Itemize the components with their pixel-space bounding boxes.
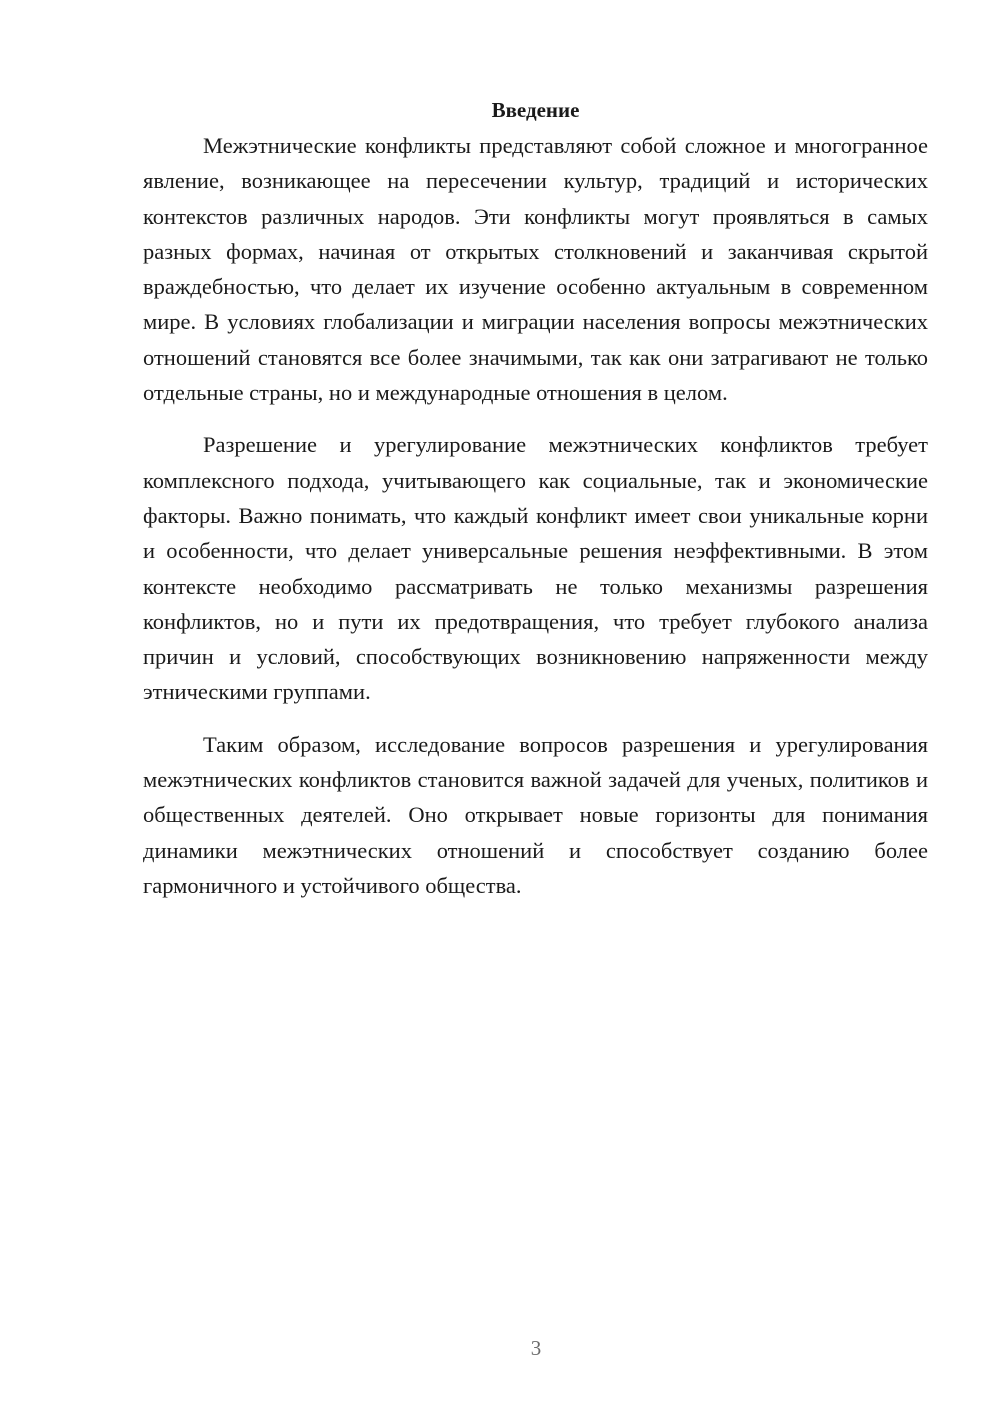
paragraph-2: Разрешение и урегулирование межэтнических конфликтов требует комплексного подхода, учитывающего как социальные, так и экономические факторы. Важно понимать, что каждый конфликт имеет свои уникальные корни и особенности, что делает универсальные решения неэффективными. В этом контексте необходимо рассматривать не только механизмы разрешения конфликтов, но и пути их предотвращения, что требует глубокого анализа причин и условий, способствующих возникновению напряженности между этническими группами. <box>143 432 928 705</box>
section-title: Введение <box>491 98 580 122</box>
page-content <box>143 92 928 903</box>
paragraph-1: Межэтнические конфликты представляют собой сложное и многогранное явление, возникающее на пересечении культур, традиций и исторических контекстов различных народов. Эти конфликты могут проявляться в самых разных формах, начиная от открытых столкновений и заканчивая скрытой враждебностью, что делает их изучение особенно актуальным в современном мире. В условиях глобализации и миграции населения вопросы межэтнических отношений становятся все более значимыми, так как они затрагивают не только отдельные страны, но и международные отношения в целом. <box>143 133 928 406</box>
page-number: 3 <box>530 1336 542 1360</box>
paragraph-3: Таким образом, исследование вопросов разрешения и урегулирования межэтнических конфликтов становится важной задачей для ученых, политиков и общественных деятелей. Оно открывает новые горизонты для понимания динамики межэтнических отношений и способствует созданию более гармоничного и устойчивого общества. <box>143 731 928 898</box>
